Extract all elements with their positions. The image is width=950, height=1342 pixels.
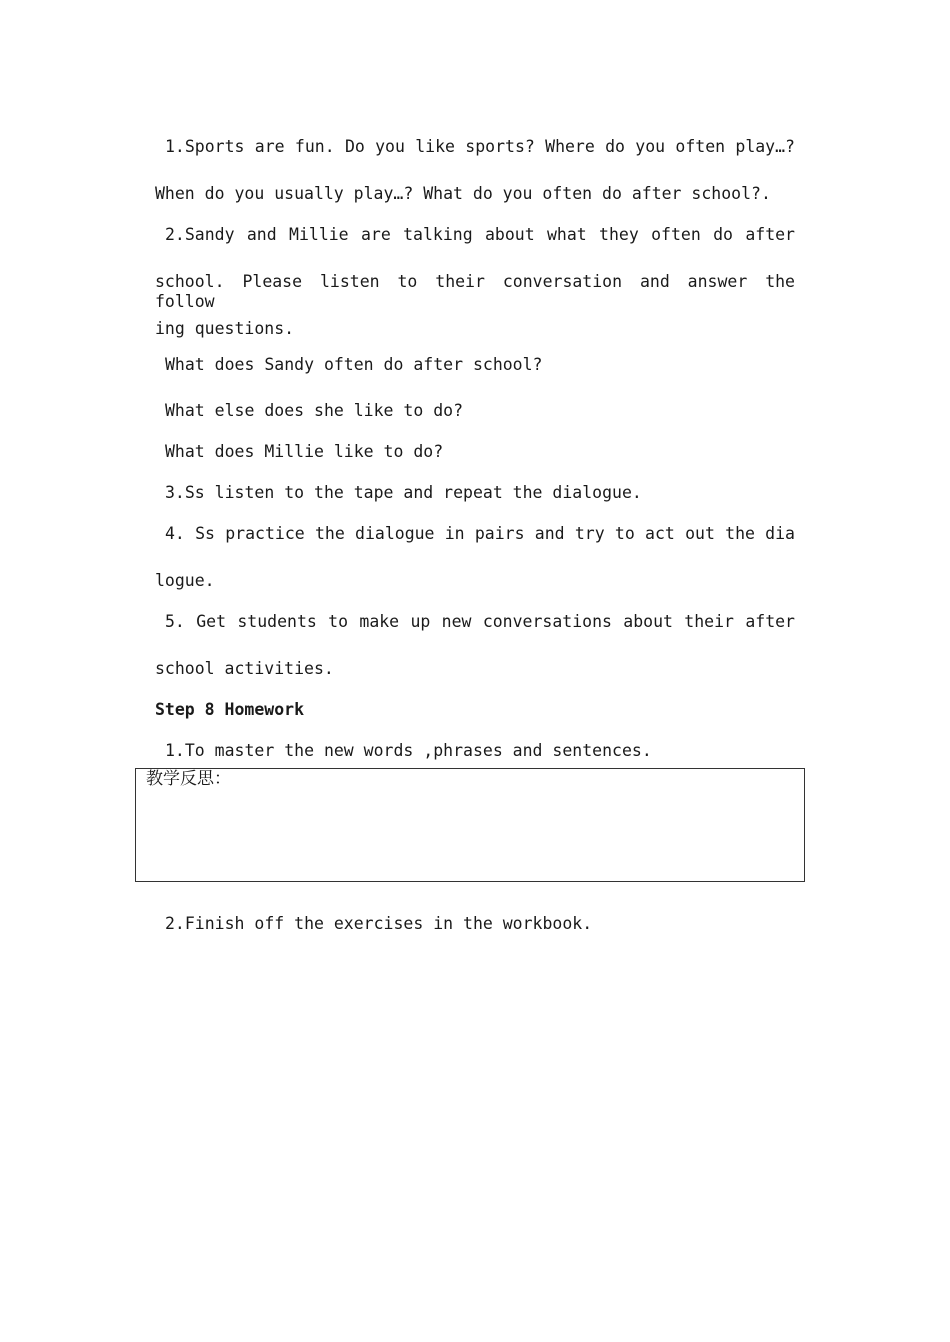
item-1-line-1: 1.Sports are fun. Do you like sports? Where do you often play…? [165, 137, 795, 156]
homework-item-2: 2.Finish off the exercises in the workbook. [165, 914, 593, 933]
item-1-line-2: When do you usually play…? What do you often do after school?. [155, 184, 771, 203]
item-4-line-1: 4. Ss practice the dialogue in pairs and try to act out the dia [165, 524, 795, 543]
item-4-line-2: logue. [155, 571, 215, 590]
step-8-heading: Step 8 Homework [155, 700, 305, 719]
item-5-line-1: 5. Get students to make up new conversations about their after [165, 612, 795, 631]
question-3: What does Millie like to do? [165, 442, 444, 461]
question-1: What does Sandy often do after school? [165, 355, 543, 374]
teaching-reflection-box [135, 768, 805, 882]
item-2-line-3: ing questions. [155, 319, 295, 338]
homework-item-1: 1.To master the new words ,phrases and sentences. [165, 741, 652, 760]
item-2-line-2: school. Please listen to their conversation and answer the follow [155, 272, 795, 311]
question-2: What else does she like to do? [165, 401, 464, 420]
item-2-line-1: 2.Sandy and Millie are talking about what they often do after [165, 225, 795, 244]
item-3: 3.Ss listen to the tape and repeat the dialogue. [165, 483, 642, 502]
item-5-line-2: school activities. [155, 659, 334, 678]
teaching-reflection-label: 教学反思： [146, 769, 231, 789]
